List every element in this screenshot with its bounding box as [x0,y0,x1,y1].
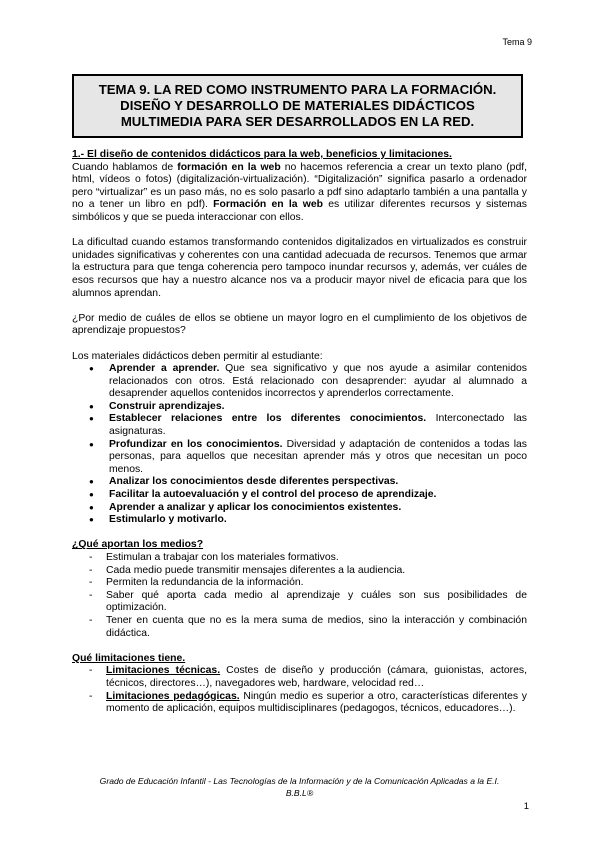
dash-list [72,665,527,715]
title-line-1: TEMA 9. LA RED COMO INSTRUMENTO PARA LA FORMACIÓN. [98,82,497,97]
paragraph: Cuando hablamos de formación en la web no hacemos referencia a crear un texto plano (pdf, html, vídeos o fotos) (digitalización-virtualización). “Digitalización” significa pasarlo a ordenador pero “virtualizar” es un paso más, no es solo pasarlo a pdf sino adaptarlo también a una pantalla y no a tener un libro en pdf). Formación en la web es utilizar diferentes recursos y sistemas simbólicos y que se pueda interaccionar con ellos. [72,161,528,223]
page-footer [72,776,527,799]
paragraph: Los materiales didácticos deben permitir al estudiante: [72,350,323,362]
section-heading: ¿Qué aportan los medios? [72,539,204,551]
list-item: - Limitaciones pedagógicas. Ningún medio es superior a otro, características diferentes y momento de aplicación, equipos multidisciplinares (pedagogos, técnicos, educadores…). [106,691,527,716]
paragraph: La dificultad cuando estamos transformando contenidos digitalizados en virtualizados es construir unidades significativas y coherentes con una cantidad adecuada de recursos. Tenemos que armar la estructura para que tenga coherencia pero tampoco inundar recursos y, además, ver cuáles de esos recursos que hay a nuestro alcance nos va a producir mayor nivel de eficacia para que los alumnos aprendan. [72,237,527,299]
bullet-list [72,363,527,527]
title-line-3: MULTIMEDIA PARA SER DESARROLLADOS EN LA RED. [120,114,475,129]
list-item: ● Construir aprendizajes. [109,401,527,414]
list-item: ● Establecer relaciones entre los diferentes conocimientos. Interconectado las asignaturas. [109,413,527,438]
list-item: - Saber qué aporta cada medio al aprendizaje y cuáles son sus posibilidades de optimización. [106,590,527,615]
list-item: ● Aprender a analizar y aplicar los conocimientos existentes. [109,502,527,515]
list-item: ● Profundizar en los conocimientos. Diversidad y adaptación de contenidos a todas las personas, para aquellos que necesitan aprender más y otros que necesitan un poco menos. [109,439,527,477]
section-heading: Qué limitaciones tiene. [72,652,186,664]
page-number: 1 [523,801,529,812]
list-item: ● Estimularlo y motivarlo. [109,514,527,527]
list-item: - Limitaciones técnicas. Costes de diseño y producción (cámara, guionistas, actores, técnicos, directores…), navegadores web, hardware, velocidad red… [106,665,527,690]
paragraph: ¿Por medio de cuáles de ellos se obtiene un mayor logro en el cumplimiento de los objetivos de aprendizaje propuestos? [72,312,527,337]
list-item: - Estimulan a trabajar con los materiales formativos. [106,552,527,565]
list-item: - Permiten la redundancia de la información. [106,577,527,590]
dash-list [72,552,527,640]
footer-course: Grado de Educación Infantil - Las Tecnologías de la Información y de la Comunicación Aplicadas a la E.I. [99,776,500,786]
section-heading: 1.- El diseño de contenidos didácticos para la web, beneficios y limitaciones. [72,149,452,160]
list-item: ● Analizar los conocimientos desde diferentes perspectivas. [109,476,527,489]
running-header: Tema 9 [502,37,532,47]
list-item: - Tener en cuenta que no es la mera suma de medios, sino la interacción y combinación didáctica. [106,615,527,640]
title-line-2: DISEÑO Y DESARROLLO DE MATERIALES DIDÁCTICOS [120,98,475,113]
list-item: ● Aprender a aprender. Que sea significativo y que nos ayude a asimilar contenidos relacionados con otros. Está relacionado con desaprender: ayudar al alumnado a desaprender aquellos contenidos incorrectos y aprenderlos correctamente. [109,363,527,401]
chapter-title-box [72,74,523,138]
list-item: ● Facilitar la autoevaluación y el control del proceso de aprendizaje. [109,489,527,502]
list-item: - Cada medio puede transmitir mensajes diferentes a la audiencia. [106,565,527,578]
footer-author: B.B.L® [285,787,314,798]
document-body [72,149,527,716]
